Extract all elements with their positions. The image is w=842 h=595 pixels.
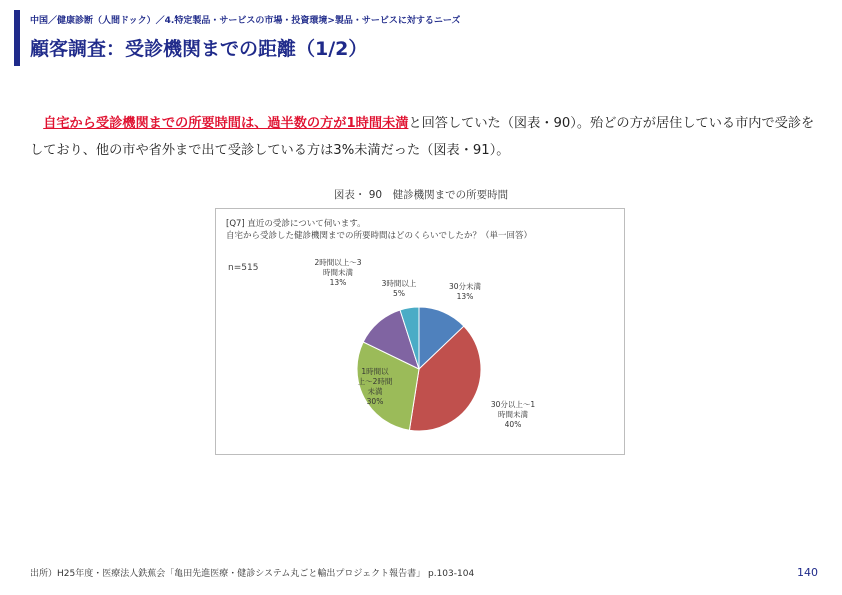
sample-size-label: n=515 bbox=[228, 263, 259, 273]
page-number: 140 bbox=[797, 566, 818, 579]
page-title: 顧客調査：受診機関までの距離（1/2） bbox=[30, 38, 368, 60]
pie-slice-label-4: 3時間以上 5% bbox=[381, 279, 417, 298]
pie-slice-label-1: 30分以上～1 時間未満 40% bbox=[490, 400, 536, 429]
source-note: 出所）H25年度・医療法人鉄蕉会「亀田先進医療・健診システム丸ごと輸出プロジェクト報告書」 p.103-104 bbox=[30, 569, 475, 579]
body-rest-text: と回答していた（図表・90）。殆どの方が居住している市内で受診をしており、他の市や省外まで出て受診している方は3%未満だった（図表・91）。 bbox=[30, 116, 815, 158]
title-accent-bar bbox=[14, 10, 20, 66]
highlighted-finding: 自宅から受診機関までの所要時間は、過半数の方が1時間未満 bbox=[43, 116, 409, 131]
question-line-2: 自宅から受診した健診機関までの所要時間はどのくらいでしたか？（単一回答） bbox=[226, 231, 533, 241]
body-paragraph bbox=[30, 110, 820, 164]
pie-slice-label-2: 1時間以上～2時間未満 30% bbox=[357, 367, 393, 406]
pie-chart bbox=[216, 209, 624, 454]
question-line-1: [Q7] 直近の受診について伺います。 bbox=[226, 219, 366, 229]
figure-title: 図表・ 90 健診機関までの所要時間 bbox=[333, 189, 509, 201]
pie-slice-label-3: 2時間以上～3 時間未満 13% bbox=[314, 258, 362, 287]
pie-slice-label-0: 30分未満 13% bbox=[448, 282, 482, 301]
breadcrumb: 中国／健康診断（人間ドック）／4.特定製品・サービスの市場・投資環境>製品・サービスに対するニーズ bbox=[30, 16, 461, 26]
chart-frame bbox=[215, 208, 625, 455]
